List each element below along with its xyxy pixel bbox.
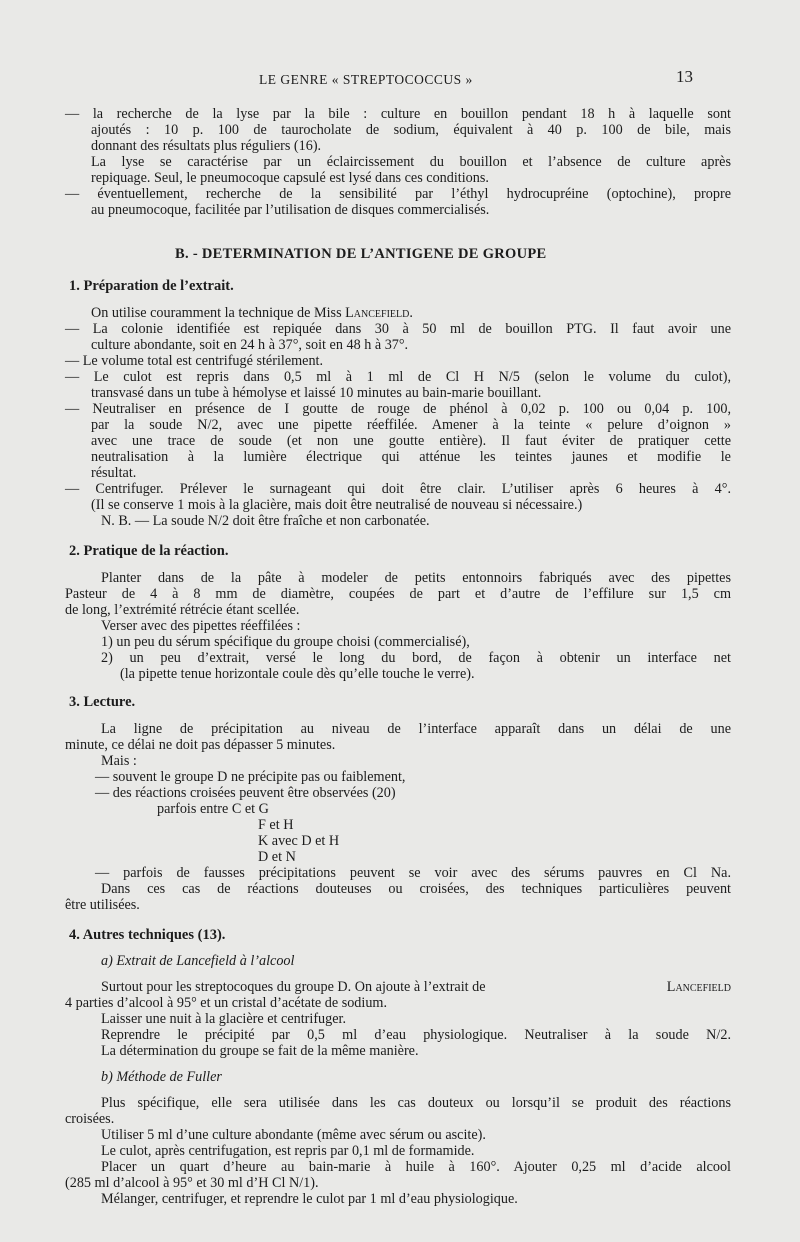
text-line: K avec D et H	[258, 833, 340, 849]
text-line: D et N	[258, 849, 296, 865]
text-line: croisées.	[65, 1111, 115, 1127]
text-line: 1) un peu du sérum spécifique du groupe choisi (commercialisé),	[101, 634, 470, 650]
subsection-title: 1. Préparation de l’extrait.	[69, 278, 234, 294]
text-span: Surtout pour les streptocoques du groupe D. On ajoute à l’extrait de	[101, 979, 486, 995]
text-line: (Il se conserve 1 mois à la glacière, mais doit être neutralisé de nouveau si nécessaire.)	[91, 497, 583, 513]
text-line: ajoutés : 10 p. 100 de taurocholate de sodium, équivalent à 40 p. 100 de bile, mais	[91, 122, 731, 138]
technique-b-title: b) Méthode de Fuller	[101, 1069, 222, 1085]
text-line: — Le culot est repris dans 0,5 ml à 1 ml de Cl H N/5 (selon le volume du culot),	[65, 369, 731, 385]
section-title: B. - DETERMINATION DE L’ANTIGENE DE GROUPE	[175, 246, 547, 262]
author-name: Lancefield.	[345, 305, 413, 321]
text-line: — éventuellement, recherche de la sensibilité par l’éthyl hydrocupréine (optochine), propre	[65, 186, 731, 202]
text-line: minute, ce délai ne doit pas dépasser 5 minutes.	[65, 737, 336, 753]
running-title: LE GENRE « STREPTOCOCCUS »	[259, 72, 473, 87]
text-line: (285 ml d’alcool à 95° et 30 ml d’H Cl N/1).	[65, 1175, 319, 1191]
text-line: Mais :	[101, 753, 137, 769]
text-line: Utiliser 5 ml d’une culture abondante (même avec sérum ou ascite).	[101, 1127, 486, 1143]
text-line: donnant des résultats plus réguliers (16).	[91, 138, 322, 154]
text-line: neutralisation à la lumière électrique qui atténue les teintes jaunes et modifie le	[91, 449, 731, 465]
text-line: de long, l’extrémité rétrécie étant scellée.	[65, 602, 300, 618]
text-line: Planter dans de la pâte à modeler de petits entonnoirs fabriqués avec des pipettes	[101, 570, 731, 586]
text-line: culture abondante, soit en 24 h à 37°, soit en 48 h à 37°.	[91, 337, 409, 353]
text-line: Plus spécifique, elle sera utilisée dans les cas douteux ou lorsqu’il se produit des réactions	[101, 1095, 731, 1111]
technique-a-title: a) Extrait de Lancefield à l’alcool	[101, 953, 295, 969]
subsection-title: 2. Pratique de la réaction.	[69, 543, 229, 559]
text-line	[101, 979, 731, 995]
text-line: Le culot, après centrifugation, est repris par 0,1 ml de formamide.	[101, 1143, 475, 1159]
text-line: transvasé dans un tube à hémolyse et laissé 10 minutes au bain-marie bouillant.	[91, 385, 542, 401]
text-line: — souvent le groupe D ne précipite pas ou faiblement,	[95, 769, 406, 785]
text-line: au pneumocoque, facilitée par l’utilisation de disques commercialisés.	[91, 202, 490, 218]
text-line: F et H	[258, 817, 294, 833]
text-line: (la pipette tenue horizontale coule dès qu’elle touche le verre).	[120, 666, 475, 682]
text-line	[91, 305, 413, 321]
text-line: — Neutraliser en présence de I goutte de rouge de phénol à 0,02 p. 100 ou 0,04 p. 100,	[65, 401, 731, 417]
text-line: La lyse se caractérise par un éclaircissement du bouillon et l’absence de culture après	[91, 154, 731, 170]
page-number: 13	[676, 67, 693, 86]
text-line: avec une trace de soude (et non une goutte entière). Il faut éviter de pratiquer cette	[91, 433, 731, 449]
text-line: Verser avec des pipettes réeffilées :	[101, 618, 301, 634]
text-line: résultat.	[91, 465, 137, 481]
text-line: Dans ces cas de réactions douteuses ou croisées, des techniques particulières peuvent	[101, 881, 731, 897]
text-line: — Le volume total est centrifugé stérilement.	[65, 353, 324, 369]
text-span: On utilise couramment la technique de Miss	[91, 305, 342, 321]
text-line: — La colonie identifiée est repiquée dans 30 à 50 ml de bouillon PTG. Il faut avoir une	[65, 321, 731, 337]
text-line: N. B. — La soude N/2 doit être fraîche et non carbonatée.	[101, 513, 430, 529]
text-line: 2) un peu d’extrait, versé le long du bord, de façon à obtenir un interface net	[101, 650, 731, 666]
text-line: par la soude N/2, avec une pipette réeffilée. Amener à la teinte « pelure d’oignon »	[91, 417, 731, 433]
text-line: Laisser une nuit à la glacière et centrifuger.	[101, 1011, 347, 1027]
text-line: être utilisées.	[65, 897, 140, 913]
text-line: parfois entre C et G	[157, 801, 269, 817]
text-line: — Centrifuger. Prélever le surnageant qui doit être clair. L’utiliser après 6 heures à 4°.	[65, 481, 731, 497]
text-line: La détermination du groupe se fait de la même manière.	[101, 1043, 419, 1059]
text-line: 4 parties d’alcool à 95° et un cristal d’acétate de sodium.	[65, 995, 388, 1011]
subsection-title: 3. Lecture.	[69, 694, 136, 710]
text-line: Placer un quart d’heure au bain-marie à huile à 160°. Ajouter 0,25 ml d’acide alcool	[101, 1159, 731, 1175]
text-line: — parfois de fausses précipitations peuvent se voir avec des sérums pauvres en Cl Na.	[95, 865, 731, 881]
text-line: Pasteur de 4 à 8 mm de diamètre, coupées de part et d’autre de l’effilure sur 1,5 cm	[65, 586, 731, 602]
subsection-title: 4. Autres techniques (13).	[69, 927, 226, 943]
text-line: repiquage. Seul, le pneumocoque capsulé est lysé dans ces conditions.	[91, 170, 489, 186]
text-line: Mélanger, centrifuger, et reprendre le culot par 1 ml d’eau physiologique.	[101, 1191, 518, 1207]
text-line: — la recherche de la lyse par la bile : culture en bouillon pendant 18 h à laquelle sont	[65, 106, 731, 122]
text-line: Reprendre le précipité par 0,5 ml d’eau physiologique. Neutraliser à la soude N/2.	[101, 1027, 731, 1043]
text-line: La ligne de précipitation au niveau de l’interface apparaît dans un délai de une	[101, 721, 731, 737]
author-name: Lancefield	[666, 979, 731, 995]
text-line: — des réactions croisées peuvent être observées (20)	[95, 785, 396, 801]
